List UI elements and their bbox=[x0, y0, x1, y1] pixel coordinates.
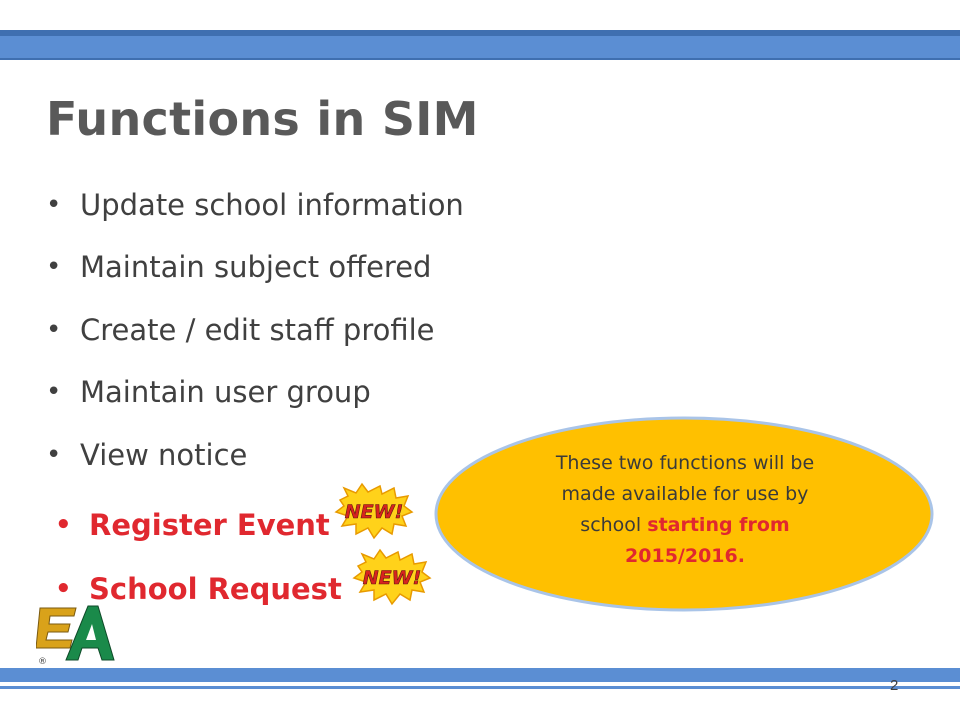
bullet-text: Register Event bbox=[89, 508, 330, 542]
bullet-dot: • bbox=[46, 315, 62, 345]
page-number: 2 bbox=[890, 677, 899, 694]
bullet-item bbox=[46, 250, 431, 284]
svg-text:NEW!: NEW! bbox=[344, 501, 404, 523]
callout-line: 2015/2016. bbox=[625, 545, 745, 567]
bullet-text: Maintain user group bbox=[80, 375, 371, 409]
bullet-dot: • bbox=[55, 574, 72, 604]
bullet-text: Create / edit staff profile bbox=[80, 313, 435, 347]
bullet-text: Update school information bbox=[80, 188, 464, 222]
bullet-dot: • bbox=[46, 252, 62, 282]
bullet-text: School Request bbox=[89, 572, 342, 606]
callout-line: These two functions will be bbox=[555, 452, 815, 474]
bullet-text: View notice bbox=[80, 438, 248, 472]
bullet-dot: • bbox=[46, 190, 62, 220]
svg-text:®: ® bbox=[38, 657, 47, 666]
svg-text:NEW!: NEW! bbox=[362, 567, 422, 589]
bullet-item bbox=[46, 188, 464, 222]
top-decorative-band bbox=[0, 30, 960, 60]
bottom-decorative-band bbox=[0, 668, 960, 694]
bullet-item bbox=[46, 375, 371, 409]
bullet-dot: • bbox=[55, 510, 72, 540]
slide-title: Functions in SIM bbox=[46, 92, 479, 146]
bullet-text: Maintain subject offered bbox=[80, 250, 432, 284]
bullet-dot: • bbox=[46, 377, 62, 407]
new-bullet-item bbox=[55, 508, 330, 542]
callout-line: made available for use by bbox=[561, 483, 809, 505]
callout-line: school starting from bbox=[580, 514, 790, 536]
bullet-item bbox=[46, 313, 435, 347]
ea-logo-icon bbox=[36, 600, 118, 666]
callout-text bbox=[500, 448, 870, 572]
new-badge-icon bbox=[352, 548, 432, 606]
bullet-item bbox=[46, 438, 247, 472]
bullet-dot: • bbox=[46, 440, 62, 470]
new-badge-icon bbox=[334, 482, 414, 540]
